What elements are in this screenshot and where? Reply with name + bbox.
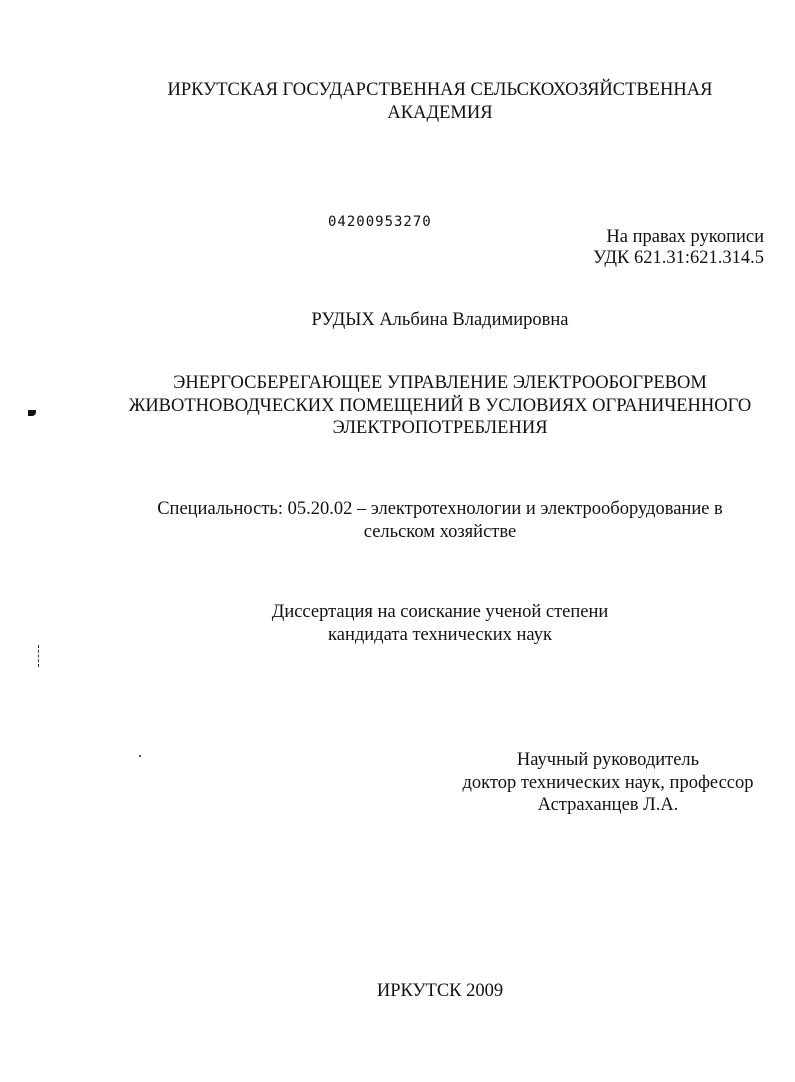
degree-line: Диссертация на соискание ученой степени [271,602,609,622]
title-line: ЭЛЕКТРОПОТРЕБЛЕНИЯ [332,418,548,438]
specialty-line: Специальность: 05.20.02 – электротехнологии и электрооборудование в [157,499,723,519]
specialty [90,498,790,543]
degree [90,601,790,646]
city-year: ИРКУТСК 2009 [376,981,504,1001]
supervisor-label: Научный руководитель [516,750,700,770]
scan-artifact-mark [28,410,36,416]
udc-code: УДК 621.31:621.314.5 [593,248,764,268]
rights-block [593,227,764,269]
title-line: ЖИВОТНОВОДЧЕСКИХ ПОМЕЩЕНИЙ В УСЛОВИЯХ ОГРАНИЧЕННОГО [128,395,752,416]
author-name: РУДЫХ Альбина Владимировна [311,310,569,330]
institution-line: АКАДЕМИЯ [387,102,493,123]
scan-artifact-line [38,645,39,667]
supervisor-name: Астраханцев Л.А. [537,795,679,815]
title-line: ЭНЕРГОСБЕРЕГАЮЩЕЕ УПРАВЛЕНИЕ ЭЛЕКТРООБОГРЕВОМ [173,373,707,393]
rights-notice: На правах рукописи [606,227,764,247]
dissertation-title [90,372,790,440]
institution-name [90,79,790,124]
specialty-line: сельском хозяйстве [363,521,517,542]
institution-line: ИРКУТСКАЯ ГОСУДАРСТВЕННАЯ СЕЛЬСКОХОЗЯЙСТВЕННАЯ [167,80,713,100]
catalog-number: 04200953270 [328,214,432,230]
supervisor-degree: доктор технических наук, профессор [462,772,754,793]
degree-line: кандидата технических наук [328,624,552,645]
scan-artifact-dot [139,755,141,757]
supervisor-block [408,749,795,817]
